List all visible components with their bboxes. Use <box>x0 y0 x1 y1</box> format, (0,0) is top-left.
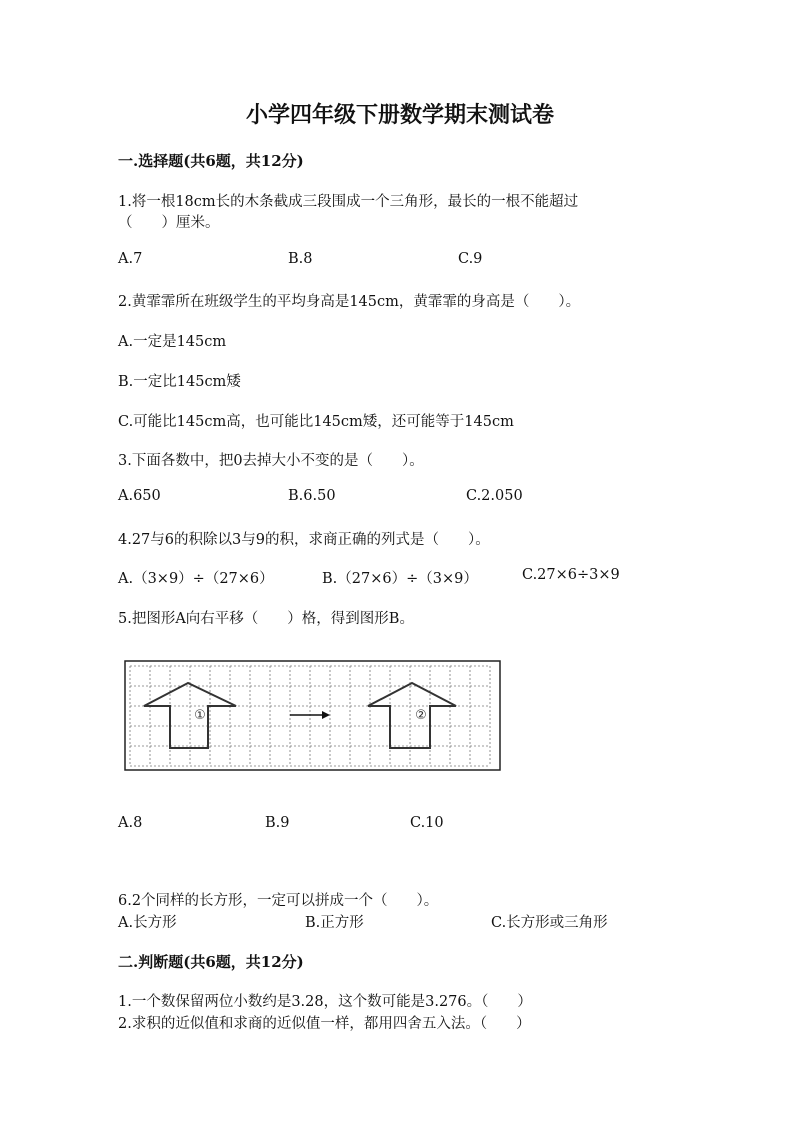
question-1-text: 1.将一根18cm长的木条截成三段围成一个三角形，最长的一根不能超过 <box>118 194 579 210</box>
judgment-question-1-text: 1.一个数保留两位小数约是3.28，这个数可能是3.276。（ ） <box>118 994 532 1010</box>
question-6-option-a: A.长方形 <box>118 915 177 931</box>
question-3-option-a: A.650 <box>118 488 161 504</box>
translation-grid-figure <box>124 660 502 772</box>
question-5-option-b: B.9 <box>265 815 290 831</box>
question-2-text: 2.黄霏霏所在班级学生的平均身高是145cm，黄霏霏的身高是（ ）。 <box>118 294 581 310</box>
question-3-option-b: B.6.50 <box>288 488 336 504</box>
question-1-option-a: A.7 <box>118 251 143 267</box>
question-4-option-a: A.（3×9）÷（27×6） <box>118 571 274 587</box>
question-5-text: 5.把图形A向右平移（ ）格，得到图形B。 <box>118 611 414 627</box>
question-5-option-a: A.8 <box>118 815 143 831</box>
question-1-option-b: B.8 <box>288 251 313 267</box>
question-4-option-b: B.（27×6）÷（3×9） <box>322 571 478 587</box>
shape-a-label: ① <box>194 708 206 723</box>
question-5-option-c: C.10 <box>410 815 444 831</box>
question-2-option-a: A.一定是145cm <box>118 334 227 350</box>
judgment-question-2-text: 2.求积的近似值和求商的近似值一样，都用四舍五入法。（ ） <box>118 1016 531 1032</box>
question-3-text: 3.下面各数中，把0去掉大小不变的是（ ）。 <box>118 453 424 469</box>
shape-b-label: ② <box>415 708 427 723</box>
page-title: 小学四年级下册数学期末测试卷 <box>245 102 554 128</box>
question-2-option-b: B.一定比145cm矮 <box>118 374 241 390</box>
question-1-option-c: C.9 <box>458 251 483 267</box>
question-4-text: 4.27与6的积除以3与9的积，求商正确的列式是（ ）。 <box>118 532 490 548</box>
question-6-text: 6.2个同样的长方形，一定可以拼成一个（ ）。 <box>118 893 439 909</box>
question-2-option-c: C.可能比145cm高，也可能比145cm矮，还可能等于145cm <box>118 414 514 430</box>
question-4-option-c: C.27×6÷3×9 <box>522 567 620 583</box>
question-6-option-c: C.长方形或三角形 <box>491 915 608 931</box>
question-6-option-b: B.正方形 <box>305 915 364 931</box>
question-3-option-c: C.2.050 <box>466 488 523 504</box>
section-heading-judgment: 二.判断题(共6题，共12分) <box>118 953 304 971</box>
question-1-text-cont: （ ）厘米。 <box>118 215 220 231</box>
section-heading-choice: 一.选择题(共6题，共12分) <box>118 152 304 170</box>
